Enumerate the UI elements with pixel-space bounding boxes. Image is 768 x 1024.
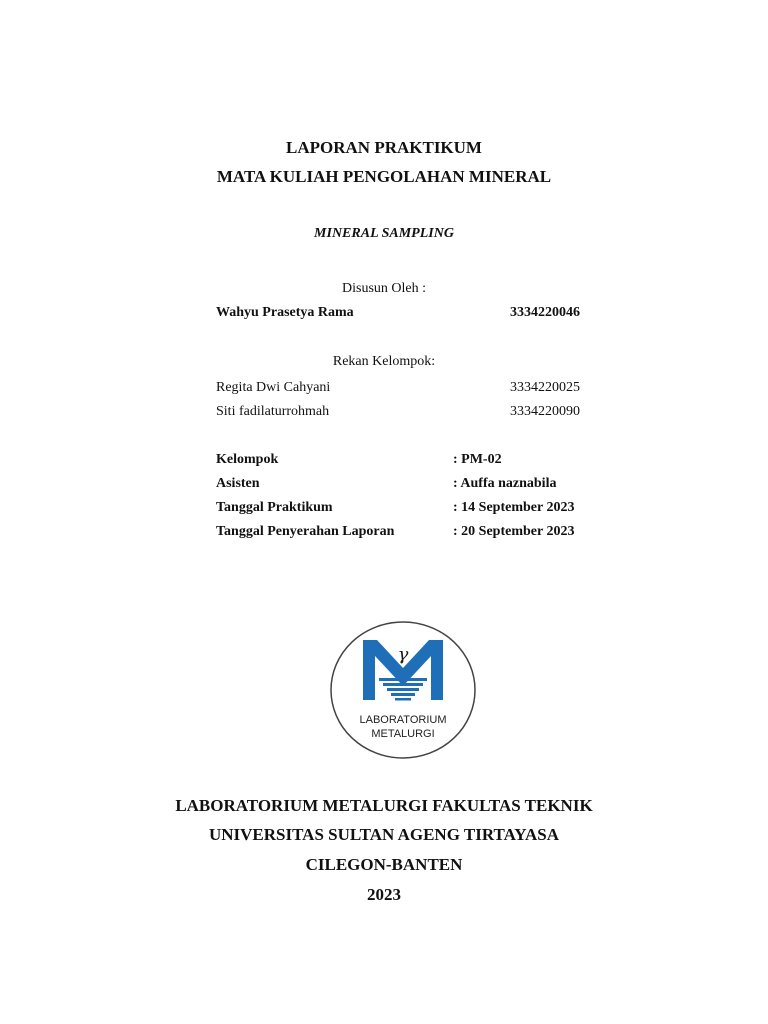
detail-label: Tanggal Penyerahan Laporan [216, 524, 395, 539]
partner-nim: 3334220025 [510, 380, 580, 395]
detail-value: : Auffa naznabila [453, 476, 557, 491]
partners-label: Rekan Kelompok: [332, 354, 436, 369]
detail-row-assistant [216, 476, 596, 496]
detail-label: Tanggal Praktikum [216, 500, 333, 515]
report-title: LAPORAN PRAKTIKUM [286, 138, 482, 157]
author-nim: 3334220046 [510, 305, 580, 320]
partner-name: Regita Dwi Cahyani [216, 380, 331, 395]
detail-value: : PM-02 [453, 452, 502, 467]
course-title: MATA KULIAH PENGOLAHAN MINERAL [216, 167, 552, 186]
logo-text-line1: LABORATORIUM [359, 714, 447, 726]
author-name: Wahyu Prasetya Rama [216, 305, 354, 320]
detail-value: : 14 September 2023 [453, 500, 575, 515]
partner-nim: 3334220090 [510, 404, 580, 419]
detail-row-group [216, 452, 596, 472]
footer-university: UNIVERSITAS SULTAN AGENG TIRTAYASA [208, 825, 560, 844]
author-label: Disusun Oleh : [342, 281, 426, 296]
footer-laboratory: LABORATORIUM METALURGI FAKULTAS TEKNIK [175, 796, 593, 815]
partner-row [216, 404, 596, 424]
footer-city: CILEGON-BANTEN [305, 855, 463, 874]
partner-name: Siti fadilaturrohmah [216, 404, 330, 419]
logo-text-line2: METALURGI [371, 728, 435, 740]
partner-row [216, 380, 596, 400]
practicum-topic: MINERAL SAMPLING [314, 226, 454, 241]
gamma-symbol: γ [397, 644, 409, 665]
detail-row-practicum-date [216, 500, 596, 520]
detail-label: Kelompok [216, 452, 279, 467]
detail-label: Asisten [216, 476, 260, 491]
detail-row-submission-date [216, 524, 596, 544]
author-row [216, 305, 596, 325]
footer-year: 2023 [367, 885, 401, 904]
laboratorium-metalurgi-logo [329, 620, 477, 760]
detail-value: : 20 September 2023 [453, 524, 575, 539]
